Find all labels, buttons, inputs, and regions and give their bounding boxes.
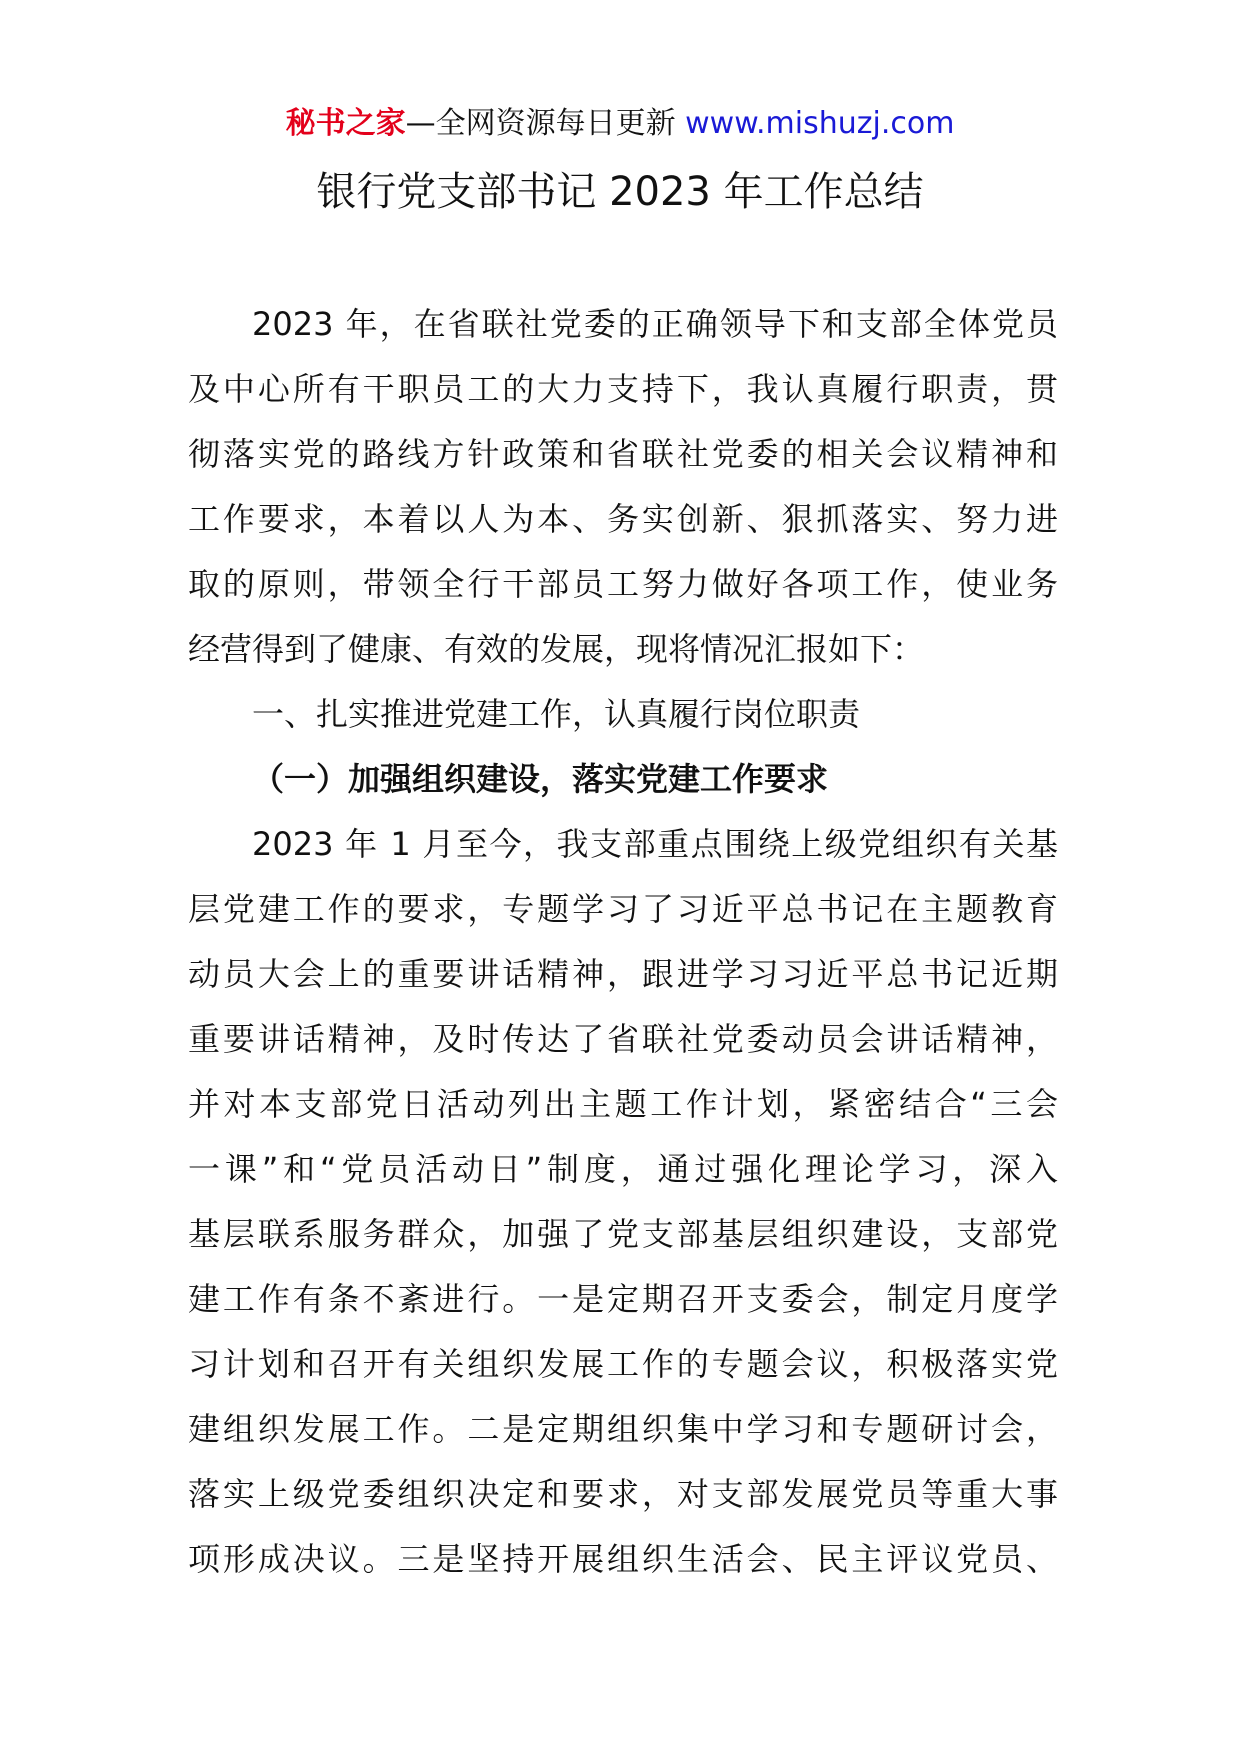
paragraph-line: 动员大会上的重要讲话精神，跟进学习习近平总书记近期	[188, 955, 1058, 993]
site-header	[0, 104, 1240, 144]
document-body	[188, 292, 1058, 1592]
paragraph-line: 重要讲话精神，及时传达了省联社党委动员会讲话精神，	[188, 1020, 1058, 1058]
paragraph-line: 取的原则，带领全行干部员工努力做好各项工作，使业务	[188, 565, 1058, 603]
paragraph-line: 2023 年 1 月至今，我支部重点围绕上级党组织有关基	[252, 825, 1058, 863]
paragraph-line: 习计划和召开有关组织发展工作的专题会议，积极落实党	[188, 1345, 1058, 1383]
paragraph-line: 工作要求，本着以人为本、务实创新、狠抓落实、努力进	[188, 500, 1058, 538]
paragraph-line: 并对本支部党日活动列出主题工作计划，紧密结合“三会	[188, 1085, 1058, 1123]
paragraph-line: 经营得到了健康、有效的发展，现将情况汇报如下：	[188, 630, 925, 668]
paragraph-line: 2023 年，在省联社党委的正确领导下和支部全体党员	[252, 305, 1058, 343]
paragraph-organization	[188, 812, 1058, 1592]
paragraph-intro	[188, 292, 1058, 682]
paragraph-line: 一课”和“党员活动日”制度，通过强化理论学习，深入	[188, 1150, 1058, 1188]
paragraph-line: 建工作有条不紊进行。一是定期召开支委会，制定月度学	[188, 1280, 1058, 1318]
paragraph-line: 层党建工作的要求，专题学习了习近平总书记在主题教育	[188, 890, 1058, 928]
section-heading: 一、扎实推进党建工作，认真履行岗位职责	[252, 695, 861, 733]
paragraph-line: 彻落实党的路线方针政策和省联社党委的相关会议精神和	[188, 435, 1058, 473]
site-url-link[interactable]: www.mishuzj.com	[685, 106, 955, 141]
subsection-heading: （一）加强组织建设，落实党建工作要求	[252, 760, 829, 798]
paragraph-line: 及中心所有干职员工的大力支持下，我认真履行职责，贯	[188, 370, 1058, 408]
paragraph-line: 建组织发展工作。二是定期组织集中学习和专题研讨会，	[188, 1410, 1058, 1448]
paragraph-line: 基层联系服务群众，加强了党支部基层组织建设，支部党	[188, 1215, 1058, 1253]
paragraph-line: 项形成决议。三是坚持开展组织生活会、民主评议党员、	[188, 1540, 1058, 1578]
brand-tagline: —全网资源每日更新	[405, 106, 686, 141]
brand-name: 秘书之家	[285, 106, 406, 141]
paragraph-line: 落实上级党委组织决定和要求，对支部发展党员等重大事	[188, 1475, 1058, 1513]
document-title: 银行党支部书记 2023 年工作总结	[316, 169, 924, 215]
